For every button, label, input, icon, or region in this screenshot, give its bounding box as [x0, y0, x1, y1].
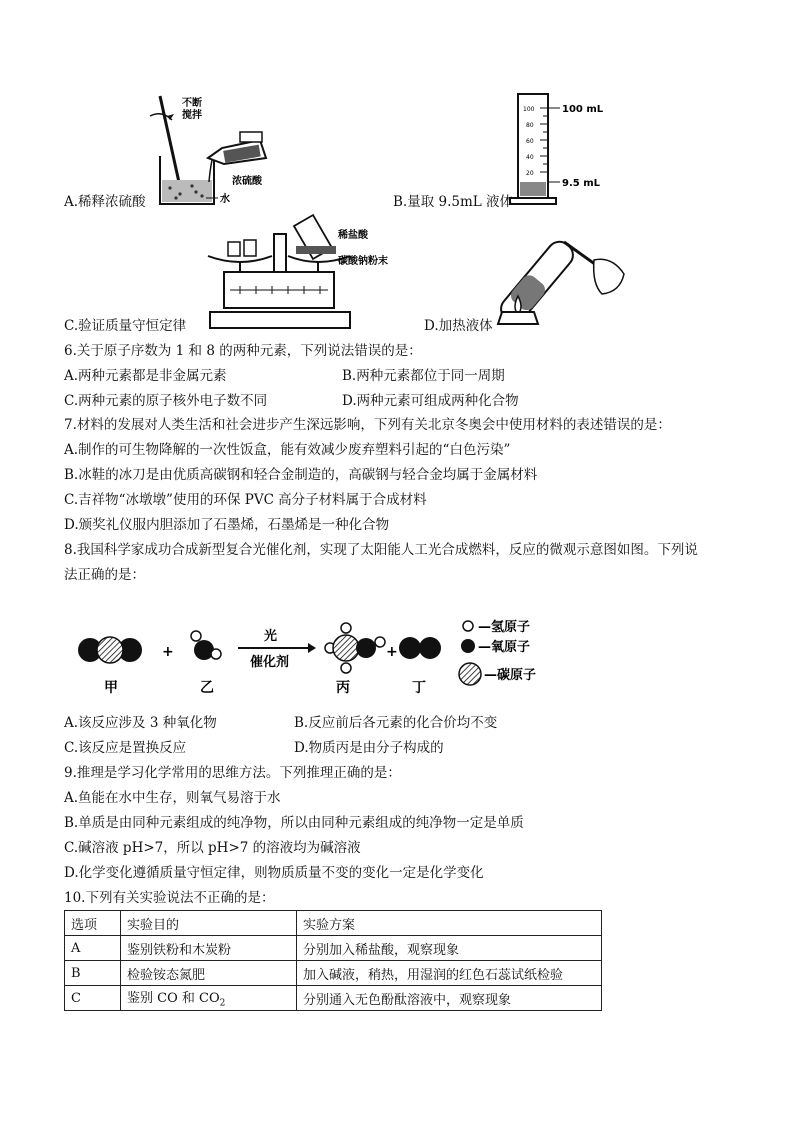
label-bing: 丙: [336, 680, 350, 696]
legend-hydrogen: —氢原子: [478, 620, 531, 635]
q9-stem: 9.推理是学习化学常用的思维方法。下列推理正确的是：: [64, 765, 401, 781]
q6-option-d: D.两种元素可组成两种化合物: [342, 393, 519, 409]
q8-stem-line2: 法正确的是：: [64, 567, 145, 583]
q5-option-c: C.验证质量守恒定律: [64, 318, 187, 334]
q7-option-c: C.吉祥物“冰墩墩”使用的环保 PVC 高分子材料属于合成材料: [64, 492, 427, 508]
figure-graduated-cylinder: [510, 94, 604, 208]
q8-option-d: D.物质丙是由分子构成的: [294, 740, 444, 756]
cyl-tick-40: 40: [526, 154, 534, 161]
plus-2: +: [386, 644, 398, 660]
cell-option: A: [65, 936, 121, 961]
plus-1: +: [162, 644, 174, 660]
q5-option-a: A.稀释浓硫酸: [64, 194, 146, 210]
cyl-tick-20: 20: [526, 170, 534, 177]
header-plan: 实验方案: [297, 911, 602, 936]
q9-option-d: D.化学变化遵循质量守恒定律，则物质质量不变的变化一定是化学变化: [64, 865, 484, 881]
figure-dilute-acid: [140, 96, 280, 208]
q7-stem: 7.材料的发展对人类生活和社会进步产生深远影响，下列有关北京冬奥会中使用材料的表述错误的是：: [64, 417, 671, 433]
cond-catalyst: 催化剂: [250, 655, 290, 670]
cell-option: B: [65, 961, 121, 986]
figure-balance: [200, 216, 430, 332]
table-header-row: [65, 911, 602, 936]
cell-purpose-text: 鉴别 CO 和 CO: [127, 991, 220, 1007]
label-jia: 甲: [104, 680, 118, 696]
fig-c-powder: 碳酸钠粉末: [338, 256, 388, 267]
fig-a-acid: 浓硫酸: [232, 176, 262, 187]
q6-stem: 6.关于原子序数为 1 和 8 的两种元素，下列说法错误的是：: [64, 343, 422, 359]
label-yi: 乙: [200, 680, 214, 696]
q5-option-d: D.加热液体: [424, 318, 493, 334]
fig-a-stir-1: 不断: [182, 98, 202, 109]
q8-option-c: C.该反应是置换反应: [64, 740, 187, 756]
cyl-tick-60: 60: [526, 138, 534, 145]
table-row: [65, 961, 602, 986]
table-row: [65, 936, 602, 961]
figure-reaction-micro: [64, 612, 564, 698]
q9-option-a: A.鱼能在水中生存，则氧气易溶于水: [64, 790, 281, 806]
cell-plan: 加入碱液，稍热，用湿润的红色石蕊试纸检验: [297, 961, 602, 986]
q8-stem-line1: 8.我国科学家成功合成新型复合光催化剂，实现了太阳能人工光合成燃料，反应的微观示意图如图。下列说: [64, 542, 698, 558]
cell-plan: 分别加入稀盐酸，观察现象: [297, 936, 602, 961]
q8-option-a: A.该反应涉及 3 种氧化物: [64, 715, 217, 731]
q9-option-c: C.碱溶液 pH>7，所以 pH>7 的溶液均为碱溶液: [64, 840, 361, 856]
cell-purpose: [121, 986, 297, 1011]
cond-light: 光: [264, 629, 278, 644]
fig-a-stir-2: 搅拌: [182, 110, 202, 121]
header-option: 选项: [65, 911, 121, 936]
q6-option-b: B.两种元素都位于同一周期: [342, 368, 505, 384]
legend-carbon: —碳原子: [484, 668, 537, 683]
fig-c-acid: 稀盐酸: [338, 230, 368, 241]
legend-oxygen: —氧原子: [478, 640, 531, 655]
q7-option-a: A.制作的可生物降解的一次性饭盒，能有效减少废弃塑料引起的“白色污染”: [64, 442, 511, 458]
q6-option-c: C.两种元素的原子核外电子数不同: [64, 393, 268, 409]
q7-option-b: B.冰鞋的冰刀是由优质高碳钢和轻合金制造的，高碳钢与轻合金均属于金属材料: [64, 467, 538, 483]
table-row: [65, 986, 602, 1011]
q5-option-b: B.量取 9.5mL 液体: [393, 194, 514, 210]
co2-subscript: 2: [219, 998, 226, 1009]
q6-option-a: A.两种元素都是非金属元素: [64, 368, 227, 384]
cyl-label-top: 100 mL: [562, 104, 604, 115]
fig-a-water: 水: [220, 194, 230, 205]
label-ding: 丁: [412, 680, 426, 696]
q9-option-b: B.单质是由同种元素组成的纯净物，所以由同种元素组成的纯净物一定是单质: [64, 815, 524, 831]
cyl-tick-100: 100: [523, 106, 535, 113]
cell-purpose: 检验铵态氮肥: [121, 961, 297, 986]
cyl-tick-80: 80: [526, 122, 534, 129]
experiment-table: [64, 910, 602, 1011]
cell-plan: 分别通入无色酚酞溶液中，观察现象: [297, 986, 602, 1011]
cell-purpose: 鉴别铁粉和木炭粉: [121, 936, 297, 961]
cyl-label-bottom: 9.5 mL: [562, 178, 600, 189]
header-purpose: 实验目的: [121, 911, 297, 936]
q10-stem: 10.下列有关实验说法不正确的是：: [64, 890, 275, 906]
cell-option: C: [65, 986, 121, 1011]
q7-option-d: D.颁奖礼仪服内胆添加了石墨烯，石墨烯是一种化合物: [64, 517, 390, 533]
figure-heat-liquid: [494, 220, 634, 330]
q8-option-b: B.反应前后各元素的化合价均不变: [294, 715, 498, 731]
